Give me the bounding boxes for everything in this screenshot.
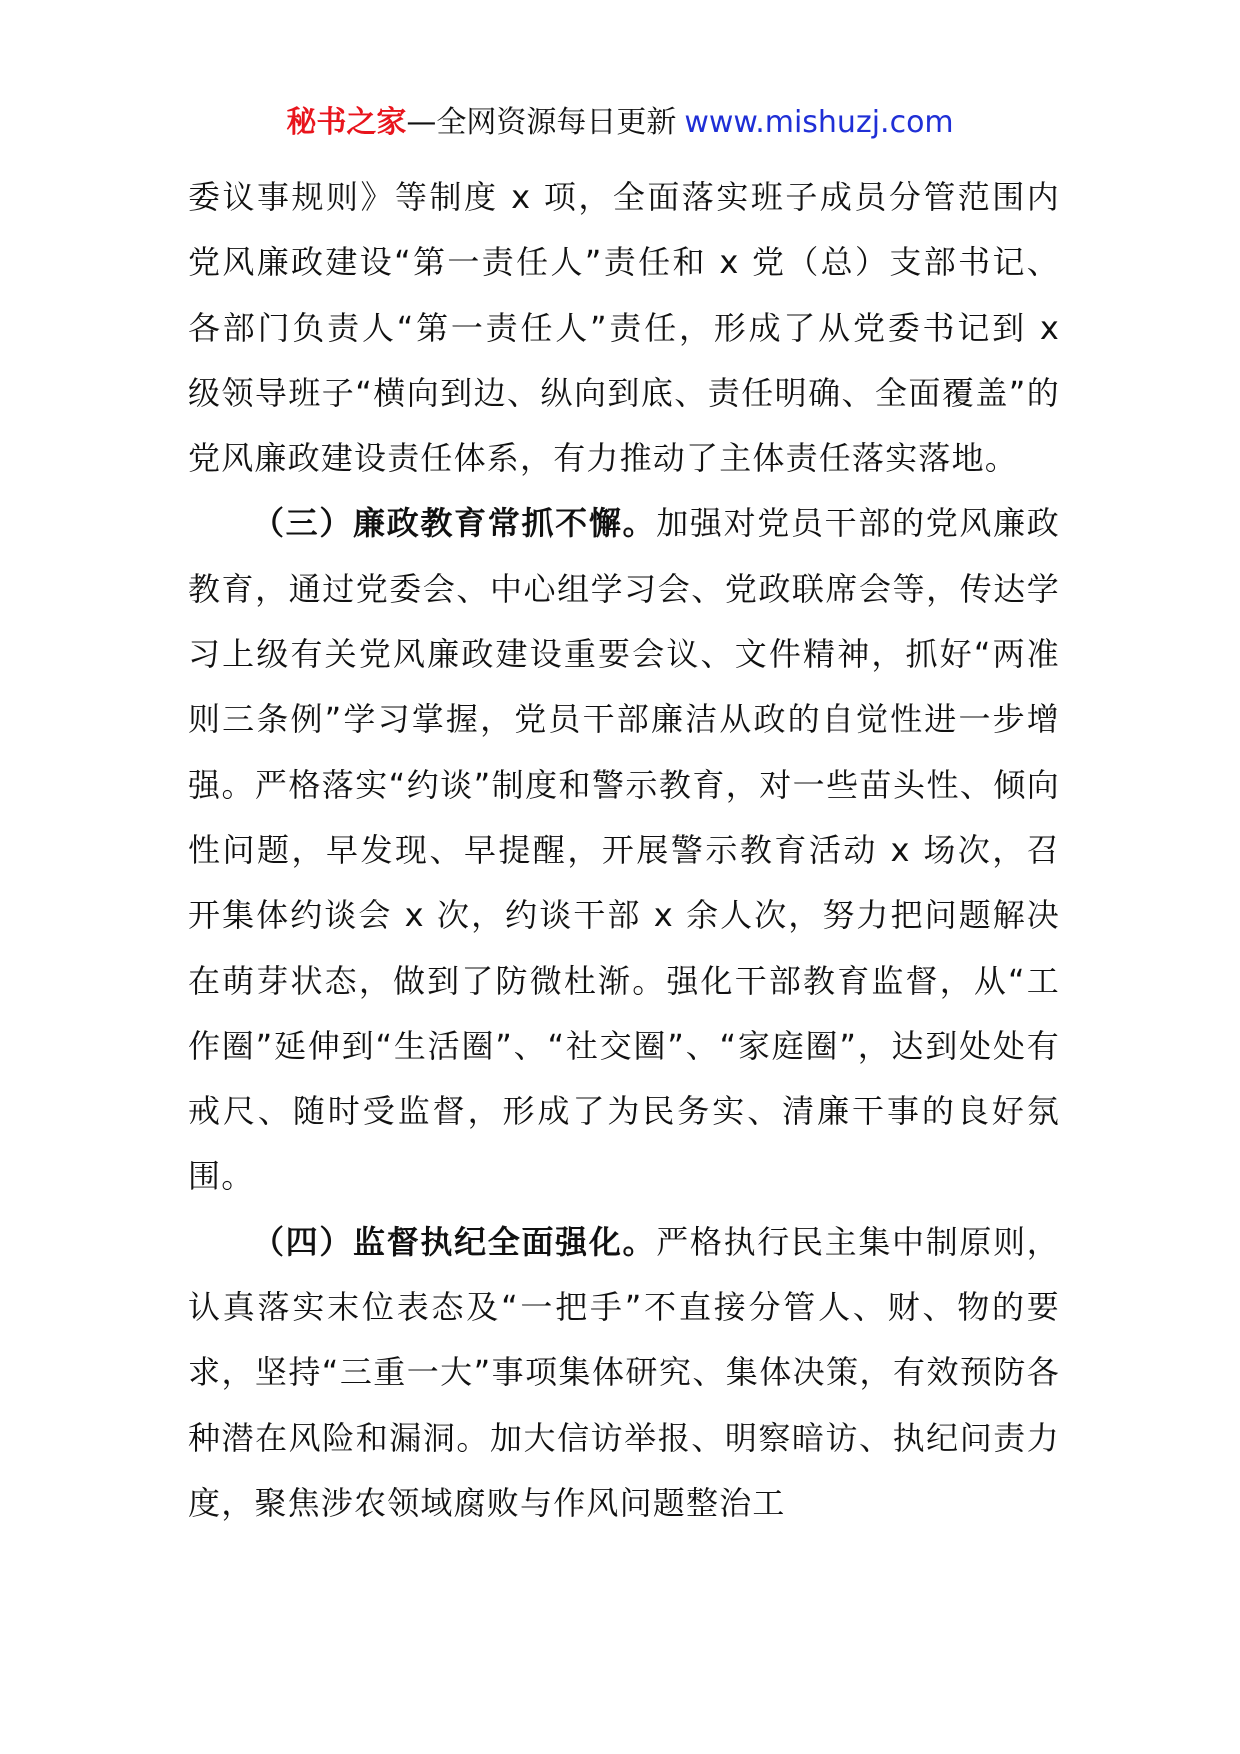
site-brand: 秘书之家: [286, 105, 407, 140]
paragraph-section-4: [188, 1210, 1060, 1536]
site-slogan: —全网资源每日更新: [406, 105, 677, 140]
section-heading: （三）廉政教育常抓不懈。: [252, 504, 657, 543]
site-header: [0, 98, 1240, 148]
paragraph-continuation: [188, 165, 1060, 491]
paragraph-text: 委议事规则》等制度 x 项，全面落实班子成员分管范围内党风廉政建设“第一责任人”责任和 x 党（总）支部书记、各部门负责人“第一责任人”责任，形成了从党委书记到 x 级领导班子“横向到边、纵向到底、责任明确、全面覆盖”的党风廉政建设责任体系，有力推动了主体责任落实落地。: [188, 178, 1060, 478]
section-heading: （四）监督执纪全面强化。: [252, 1222, 657, 1261]
paragraph-section-3: [188, 491, 1060, 1209]
document-body: [188, 165, 1060, 1536]
paragraph-text: 加强对党员干部的党风廉政教育，通过党委会、中心组学习会、党政联席会等，传达学习上级有关党风廉政建设重要会议、文件精神，抓好“两准则三条例”学习掌握，党员干部廉洁从政的自觉性进一步增强。严格落实“约谈”制度和警示教育，对一些苗头性、倾向性问题，早发现、早提醒，开展警示教育活动 x 场次，召开集体约谈会 x 次，约谈干部 x 余人次，努力把问题解决在萌芽状态，做到了防微杜渐。强化干部教育监督，从“工作圈”延伸到“生活圈”、“社交圈”、“家庭圈”，达到处处有戒尺、随时受监督，形成了为民务实、清廉干事的良好氛围。: [188, 504, 1061, 1196]
paragraph-text: 严格执行民主集中制原则，认真落实末位表态及“一把手”不直接分管人、财、物的要求，坚持“三重一大”事项集体研究、集体决策，有效预防各种潜在风险和漏洞。加大信访举报、明察暗访、执纪问责力度，聚焦涉农领域腐败与作风问题整治工: [188, 1222, 1061, 1522]
site-url-link[interactable]: www.mishuzj.com: [684, 105, 954, 140]
